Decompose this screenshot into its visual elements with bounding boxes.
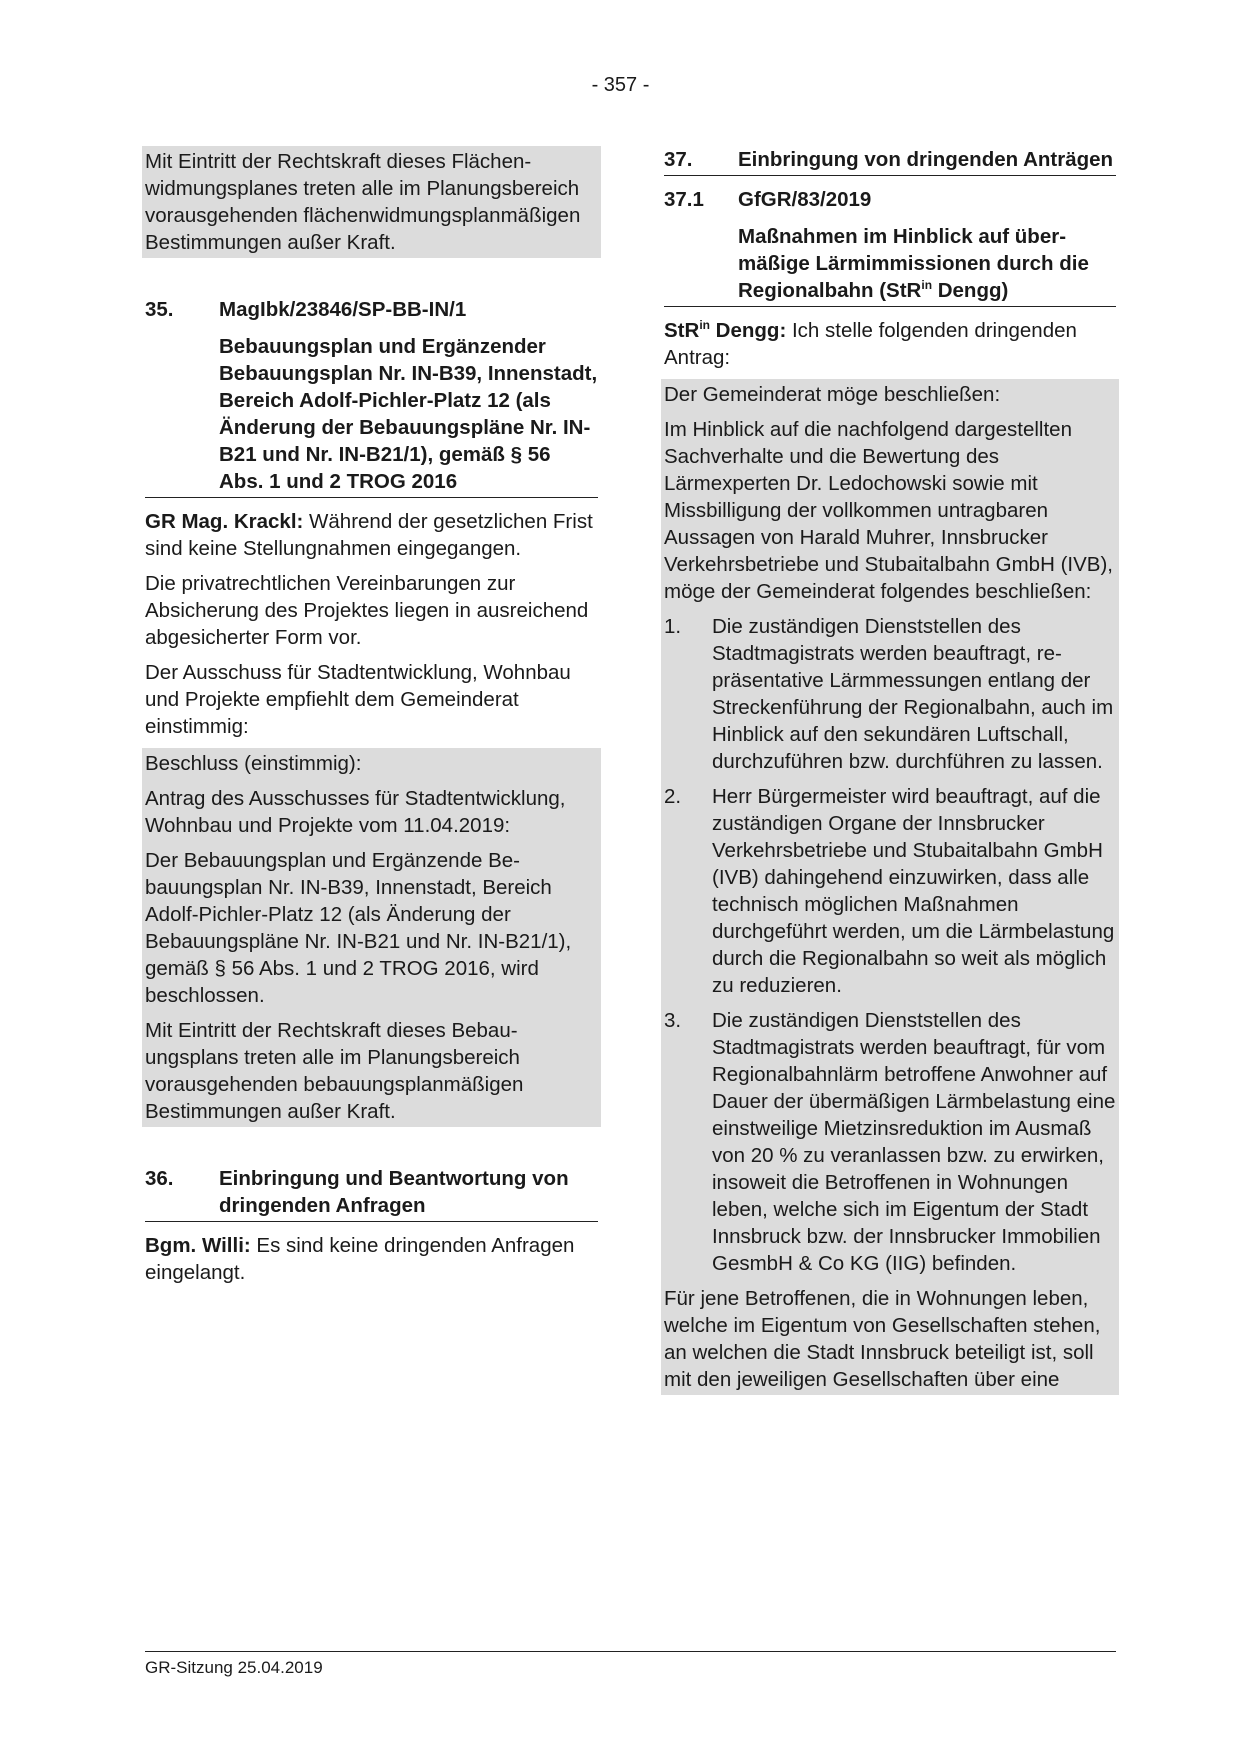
item-36-number: 36. [145, 1167, 174, 1190]
list-item-number: 2. [664, 785, 682, 808]
item-37-heading [664, 146, 1116, 176]
item-37-1-title-block [664, 223, 1116, 307]
list-item-text: Die zuständigen Dienststellen des Stadtmagistrats werden beauftragt, für vom Regionalbahnlärm betroffene Anwohner auf Dauer der übermäßigen Lärmbelastung eine einstweilige Mietzinsreduktion im Ausmaß von 20 % zu veranlassen bzw. zu erwirken, insoweit die Betroffenen in Wohnungen leben, welche sich im Eigentum der Stadt Innsbruck bzw. der Innsbrucker Immobilien GesmbH & Co KG (IIG) befinden. [712, 1009, 1116, 1275]
item-35-para2: Die privatrechtlichen Vereinbarungen zur Absicherung des Projektes liegen in ausreichend abgesicherter Form vor. [145, 572, 589, 649]
speaker-name: Bgm. Willi: [145, 1234, 251, 1257]
title-superscript: in [921, 278, 933, 292]
motion-intro: Im Hinblick auf die nachfolgend dargestellten Sachverhalte und die Bewertung des Lärmexperten Dr. Ledochowski sowie mit Missbilligung der vollkommen untragbaren Aussagen von Harald Muhrer, Innsbrucker Verkehrsbetriebe und Stubaitalbahn GmbH (IVB), möge der Gemeinderat folgendes beschließen: [664, 418, 1113, 603]
item-37-1-statement [664, 317, 1116, 371]
resolution-heading: Beschluss (einstimmig): [145, 752, 362, 775]
speaker-name [664, 319, 786, 342]
list-continuation: Für jene Betroffenen, die in Wohnungen leben, welche im Eigentum von Gesellschaften stehen, an welchen die Stadt Innsbruck beteiligt ist, soll mit den jeweiligen Gesellschaften über eine [664, 1287, 1101, 1391]
item-35-title: Bebauungsplan und Ergänzender Bebauungsplan Nr. IN-B39, Innenstadt, Bereich Adolf-Pichler-Platz 12 (als Änderung der Bebauungspläne Nr. IN-B21 und Nr. IN-B21/1), gemäß § 56 Abs. 1 und 2 TROG 2016 [219, 335, 598, 493]
footer-divider [145, 1651, 1116, 1652]
list-item-text: Die zuständigen Dienststellen des Stadtmagistrats werden beauftragt, repräsentative Lärmmessungen entlang der Streckenführung der Regionalbahn, auch im Hinblick auf den sekundären Luftschall, durchzuführen bzw. durchführen zu lassen. [712, 615, 1114, 773]
item-37-1-title [738, 223, 1116, 306]
list-item-number: 1. [664, 615, 682, 638]
resolution-shaded-block [142, 748, 601, 1127]
speech-text: Es sind keine dringenden Anfragen eingelangt. [145, 1234, 575, 1284]
item-37-title: Einbringung von dringenden Anträgen [738, 148, 1114, 171]
speaker-title: StR [664, 319, 700, 342]
right-column [664, 146, 1116, 1395]
resolution-effect: Mit Eintritt der Rechtskraft dieses Bebauungsplans treten alle im Planungsbereich vorausgehenden bebauungsplanmäßigen Bestimmungen außer Kraft. [145, 1019, 524, 1123]
item-36-heading [145, 1165, 598, 1222]
speaker-surname: Dengg: [709, 319, 787, 342]
item-37-1-heading [664, 186, 1116, 213]
list-item [664, 1007, 1116, 1277]
resolution-motion: Antrag des Ausschusses für Stadtentwicklung, Wohnbau und Projekte vom 11.04.2019: [145, 787, 566, 837]
item-37-1-number: 37.1 [664, 188, 704, 211]
list-item [664, 613, 1116, 775]
motion-shaded-block [661, 379, 1119, 1395]
title-text: Maßnahmen im Hinblick auf übermäßige Lärmimmissionen durch die Regionalbahn (StR [738, 225, 1089, 302]
item-37-1-code: GfGR/83/2019 [738, 188, 872, 211]
intro-shaded-block [142, 146, 601, 258]
motion-heading: Der Gemeinderat möge beschließen: [664, 383, 1001, 406]
resolution-text: Der Bebauungsplan und Ergänzende Bebauungsplan Nr. IN-B39, Innenstadt, Bereich Adolf-Pichler-Platz 12 (als Änderung der Bebauungspläne Nr. IN-B21 und Nr. IN-B21/1), gemäß § 56 Abs. 1 und 2 TROG 2016, wird beschlossen. [145, 849, 572, 1007]
left-column [145, 146, 598, 1294]
speaker-superscript: in [699, 318, 710, 332]
title-text-end: Dengg) [932, 279, 1009, 302]
list-item [664, 783, 1116, 999]
page-number: - 357 - [591, 74, 650, 96]
item-35-heading [145, 296, 598, 323]
list-item-number: 3. [664, 1009, 682, 1032]
item-37-number: 37. [664, 148, 693, 171]
item-35-statement [145, 508, 598, 562]
intro-text: Mit Eintritt der Rechtskraft dieses Flächenwidmungsplanes treten alle im Planungsbereich vorausgehenden flächenwidmungsplanmäßigen Bestimmungen außer Kraft. [145, 150, 581, 254]
list-item-text: Herr Bürgermeister wird beauftragt, auf die zuständigen Organe der Innsbrucker Verkehrsbetriebe und Stubaitalbahn GmbH (IVB) dahingehend einzuwirken, dass alle technisch möglichen Maßnahmen durchgeführt werden, um die Lärmbelastung durch die Regionalbahn so weit als möglich zu reduzieren. [712, 785, 1115, 997]
speech-text: Ich stelle folgenden dringenden Antrag: [664, 319, 1077, 369]
speech-text: Während der gesetzlichen Frist sind keine Stellungnahmen eingegangen. [145, 510, 593, 560]
footer-session: GR-Sitzung 25.04.2019 [145, 1658, 323, 1677]
item-36-title: Einbringung und Beantwortung von dringenden Anfragen [219, 1167, 569, 1217]
item-36-statement [145, 1232, 598, 1286]
item-35-number: 35. [145, 298, 174, 321]
speaker-name: GR Mag. Krackl: [145, 510, 304, 533]
item-35-para3: Der Ausschuss für Stadtentwicklung, Wohnbau und Projekte empfiehlt dem Gemeinderat einstimmig: [145, 661, 571, 738]
item-35-code: MagIbk/23846/SP-BB-IN/1 [219, 298, 467, 321]
item-35-title-block [145, 333, 598, 498]
